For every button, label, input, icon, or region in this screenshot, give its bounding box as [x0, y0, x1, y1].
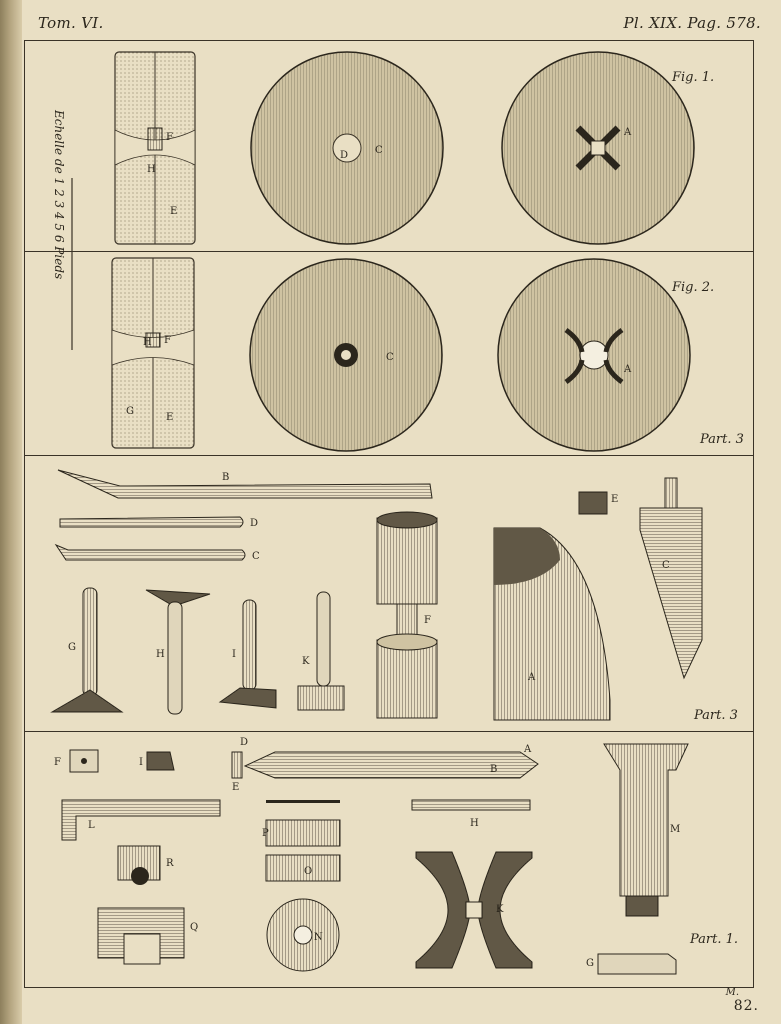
stone-section-2	[112, 258, 194, 448]
plate-header: Pl. XIX. Pag. 578.	[623, 14, 761, 32]
engraver-mark: M.	[725, 987, 739, 998]
fig2-caption: Fig. 2.	[672, 280, 715, 295]
bar-tool-B	[58, 470, 432, 498]
label-p1-O: O	[304, 866, 313, 877]
label-p1-B: B	[490, 764, 498, 775]
stone-section-1	[115, 52, 195, 244]
label-p1-R: R	[166, 858, 174, 869]
label-s1-H: H	[147, 164, 156, 175]
label-s2-E: E	[166, 412, 174, 423]
hammer-K	[298, 592, 344, 710]
label-p1-H: H	[470, 818, 479, 829]
hammer-G	[52, 588, 122, 712]
hammer-I	[220, 600, 276, 708]
label-hammer-H: H	[156, 649, 165, 660]
label-p1-A: A	[524, 744, 532, 755]
part3-top-caption: Part. 3	[700, 432, 744, 447]
label-block-A: A	[528, 672, 536, 683]
label-disk4-A: A	[624, 364, 632, 375]
dressing-block-A	[494, 528, 610, 720]
millstone-3	[250, 259, 442, 451]
label-block-E: E	[611, 494, 619, 505]
label-tool-D: D	[250, 518, 259, 529]
label-p1-G: G	[586, 958, 594, 969]
part1-caption: Part. 1.	[690, 932, 739, 947]
label-disk1-C: C	[375, 145, 383, 156]
fig1-caption: Fig. 1.	[672, 70, 715, 85]
volume-header: Tom. VI.	[38, 14, 104, 32]
scale-label: Echelle de 1 2 3 4 5 6 Pieds	[52, 110, 66, 280]
page-number: 82.	[733, 998, 759, 1014]
label-p1-K: K	[496, 904, 504, 915]
label-p1-I: I	[139, 757, 143, 768]
part1-pieces	[62, 744, 688, 974]
label-p1-L: L	[88, 820, 95, 831]
label-s2-H: H	[143, 337, 152, 348]
label-cyl-F: F	[424, 615, 431, 626]
part3-mid-caption: Part. 3	[694, 708, 738, 723]
label-s1-E: E	[170, 206, 178, 217]
millstone-1	[251, 52, 443, 244]
label-tool-B: B	[222, 472, 230, 483]
label-s1-F: F	[166, 132, 173, 143]
figure-letters	[54, 127, 680, 969]
label-p1-E: E	[232, 782, 240, 793]
label-hammer-G: G	[68, 642, 76, 653]
label-disk2-A: A	[624, 127, 632, 138]
wedge-C	[640, 478, 702, 678]
millstone-2	[502, 52, 694, 244]
label-p1-N: N	[314, 932, 323, 943]
label-disk1-D: D	[340, 150, 349, 161]
label-p1-F: F	[54, 757, 61, 768]
label-s2-G: G	[126, 406, 134, 417]
label-s2-F: F	[164, 335, 171, 346]
label-disk3-C: C	[386, 352, 394, 363]
small-block-E	[579, 492, 607, 514]
millstone-4	[498, 259, 690, 451]
label-p1-M: M	[670, 824, 681, 835]
label-tool-C: C	[252, 551, 260, 562]
label-hammer-I: I	[232, 649, 236, 660]
label-p1-P: P	[262, 828, 269, 839]
label-hammer-K: K	[302, 656, 310, 667]
label-p1-Q: Q	[190, 922, 199, 933]
label-p1-D: D	[240, 737, 249, 748]
bar-tool-C	[56, 545, 245, 560]
label-block-C: C	[662, 560, 670, 571]
bar-tool-D	[60, 517, 243, 527]
